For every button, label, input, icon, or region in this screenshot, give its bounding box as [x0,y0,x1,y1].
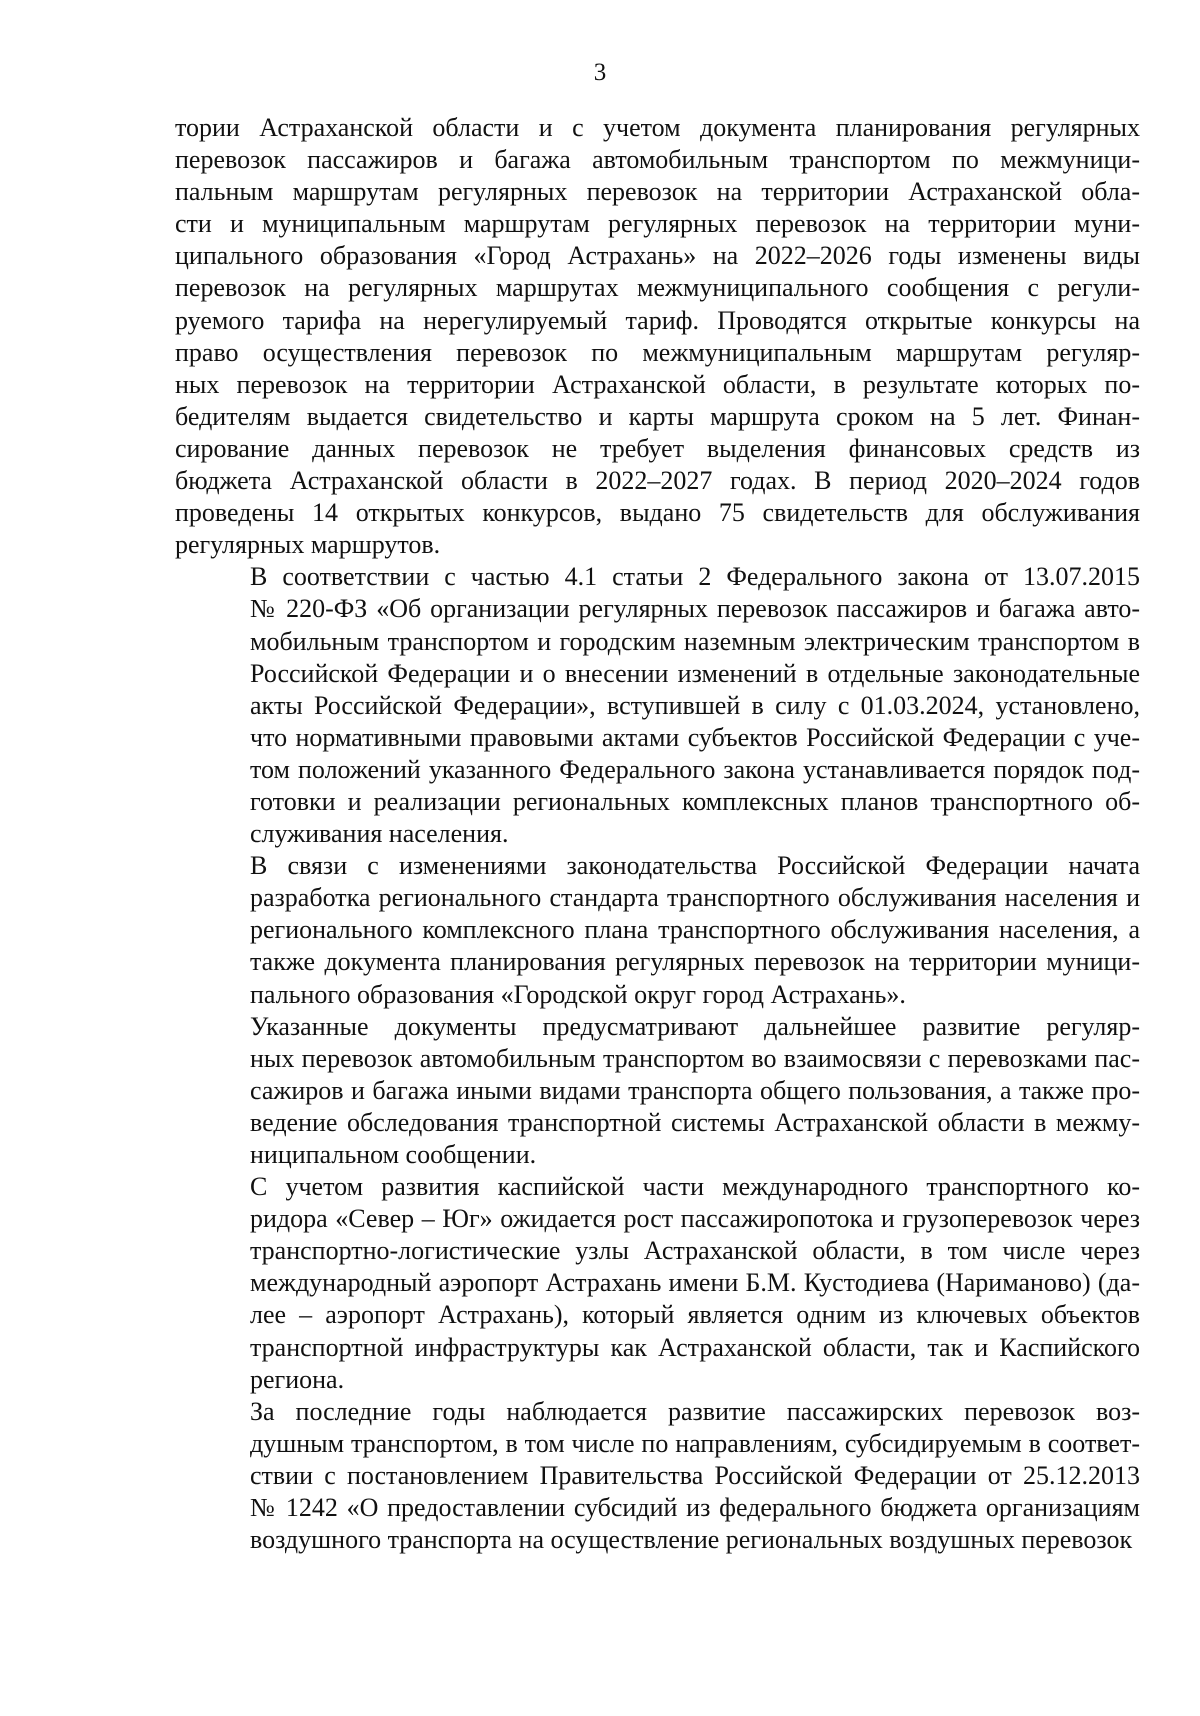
text-line: регионального комплексного плана транспортного обслуживания населения, а [250,915,1140,945]
text-line: ридора «Север – Юг» ожидается рост пассажиропотока и грузоперевозок через [250,1204,1140,1234]
text-line: бедителям выдается свидетельство и карты маршрута сроком на 5 лет. Финан- [175,401,1140,431]
paragraph [175,1396,1140,1556]
text-line: проведены 14 открытых конкурсов, выдано 75 свидетельств для обслуживания [175,498,1140,528]
text-line: сти и муниципальным маршрутам регулярных перевозок на территории муни- [175,209,1140,239]
paragraph [175,561,1140,850]
text-line: регулярных маршрутов. [175,530,441,560]
text-line: что нормативными правовыми актами субъектов Российской Федерации с уче- [250,722,1140,752]
text-line: разработка регионального стандарта транспортного обслуживания населения и [250,883,1140,913]
text-line: руемого тарифа на нерегулируемый тариф. Проводятся открытые конкурсы на [175,305,1140,335]
text-line: ведение обследования транспортной системы Астраханской области в межму- [250,1107,1140,1137]
paragraph [175,112,1140,561]
text-line: транспортно-логистические узлы Астраханской области, в том числе через [250,1236,1140,1266]
text-line: сирование данных перевозок не требует выделения финансовых средств из [175,433,1140,463]
text-line: ципального образования «Город Астрахань» на 2022–2026 годы изменены виды [175,241,1140,271]
text-line: акты Российской Федерации», вступившей в силу с 01.03.2024, установлено, [250,690,1140,720]
text-line: служивания населения. [250,819,509,849]
text-line: ных перевозок на территории Астраханской области, в результате которых по- [175,369,1140,399]
text-line: том положений указанного Федерального закона устанавливается порядок под- [250,754,1140,784]
text-line: бюджета Астраханской области в 2022–2027 годах. В период 2020–2024 годов [175,466,1140,496]
text-line: транспортной инфраструктуры как Астраханской области, так и Каспийского [250,1332,1140,1362]
text-line: пальным маршрутам регулярных перевозок на территории Астраханской обла- [175,177,1140,207]
text-line: С учетом развития каспийской части международного транспортного ко- [250,1172,1140,1202]
text-line: лее – аэропорт Астрахань), который является одним из ключевых объектов [250,1300,1140,1330]
text-line: сажиров и багажа иными видами транспорта общего пользования, а также про- [250,1075,1140,1105]
text-line: также документа планирования регулярных перевозок на территории муници- [250,947,1140,977]
text-line: перевозок на регулярных маршрутах межмуниципального сообщения с регули- [175,273,1140,303]
paragraph [175,1011,1140,1171]
text-line: ниципальном сообщении. [250,1140,537,1169]
paragraph [175,850,1140,1010]
text-line: ствии с постановлением Правительства Российской Федерации от 25.12.2013 [250,1460,1140,1490]
text-line: региона. [250,1364,345,1394]
text-line: мобильным транспортом и городским наземным электрическим транспортом в [250,626,1140,656]
text-line: право осуществления перевозок по межмуниципальным маршрутам регуляр- [175,337,1140,367]
page-number: 3 [593,59,607,86]
text-line: За последние годы наблюдается развитие пассажирских перевозок воз- [250,1396,1140,1426]
text-line: воздушного транспорта на осуществление региональных воздушных перевозок [250,1525,1133,1555]
text-line: В соответствии с частью 4.1 статьи 2 Федерального закона от 13.07.2015 [250,562,1140,592]
text-line: № 1242 «О предоставлении субсидий из федерального бюджета организациям [250,1493,1140,1523]
text-line: душным транспортом, в том числе по направлениям, субсидируемым в соответ- [250,1428,1140,1458]
text-line: тории Астраханской области и с учетом документа планирования регулярных [175,113,1140,142]
text-line: В связи с изменениями законодательства Российской Федерации начата [250,851,1140,881]
text-line: готовки и реализации региональных комплексных планов транспортного об- [250,786,1140,816]
text-line: пального образования «Городской округ город Астрахань». [250,979,906,1009]
paragraph [175,1171,1140,1396]
text-line: ных перевозок автомобильным транспортом во взаимосвязи с перевозками пас- [250,1043,1140,1073]
document-body [175,112,1140,1556]
text-line: перевозок пассажиров и багажа автомобильным транспортом по межмуници- [175,145,1140,175]
text-line: международный аэропорт Астрахань имени Б.М. Кустодиева (Нариманово) (да- [250,1268,1140,1298]
text-line: Указанные документы предусматривают дальнейшее развитие регуляр- [250,1011,1140,1041]
text-line: Российской Федерации и о внесении изменений в отдельные законодательные [250,658,1140,688]
text-line: № 220-ФЗ «Об организации регулярных перевозок пассажиров и багажа авто- [250,594,1140,624]
